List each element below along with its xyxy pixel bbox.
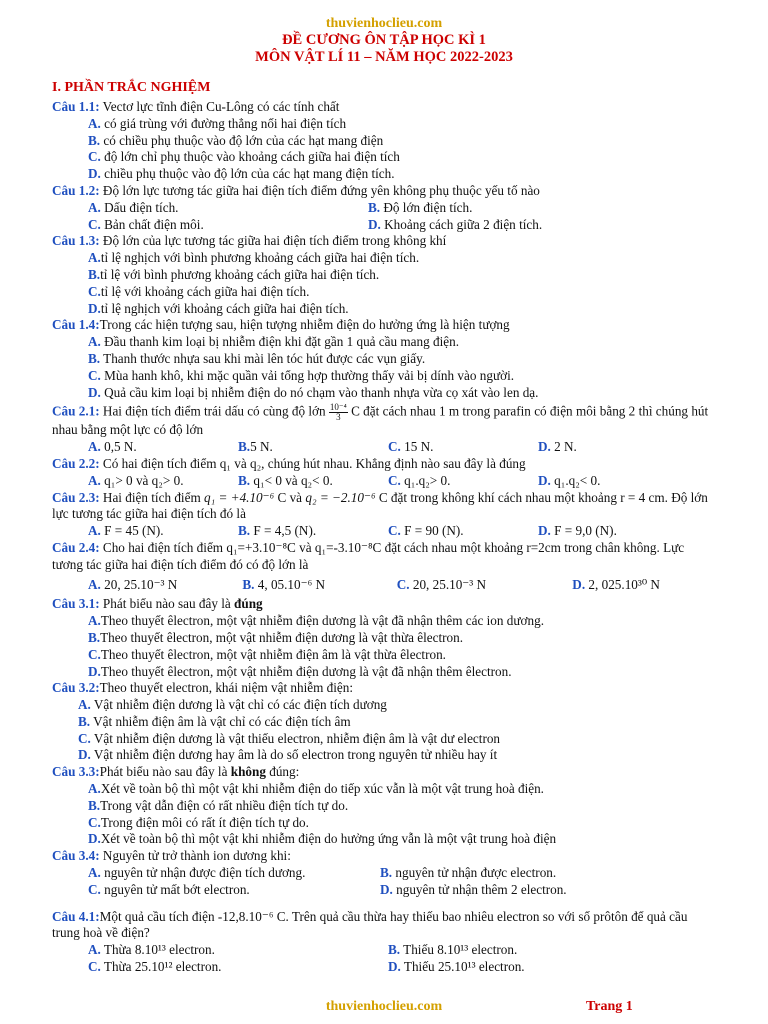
- page-number: Trang 1: [586, 999, 633, 1014]
- option-b: B. Vật nhiễm điện âm là vật chỉ có các điện tích âm: [78, 713, 351, 729]
- option-b: B. 4, 05.10⁻⁶ N: [242, 576, 325, 592]
- question-1-2: Câu 1.2: Độ lớn lực tương tác giữa hai điện tích điểm đứng yên không phụ thuộc yếu tố nào: [52, 182, 540, 198]
- option-b: B. có chiều phụ thuộc vào độ lớn của các hạt mang điện: [88, 132, 384, 148]
- option-a: A. Đầu thanh kim loại bị nhiễm điện khi đặt gần 1 quả cầu mang điện.: [88, 334, 460, 350]
- options-row: [88, 942, 717, 959]
- option-c: C. 20, 25.10⁻³ N: [396, 576, 487, 592]
- option-d: D. 2, 025.10³⁰ N: [572, 576, 660, 592]
- option-d: D. Vật nhiễm điện dương hay âm là do số electron trong nguyên tử nhiều hay ít: [78, 747, 498, 763]
- option-b: B. F = 4,5 (N).: [238, 523, 317, 539]
- options-row: [88, 473, 717, 490]
- option-a: A.tỉ lệ nghịch với bình phương khoảng cách giữa hai điện tích.: [88, 250, 420, 266]
- options-row: [88, 882, 717, 899]
- options-row: [88, 577, 717, 594]
- option-d: D. Quả cầu kim loại bị nhiễm điện do nó chạm vào thanh nhựa vừa cọ xát vào len dạ.: [88, 384, 539, 400]
- option-d: D. nguyên tử nhận thêm 2 electron.: [380, 881, 567, 897]
- question-3-4: Câu 3.4: Nguyên tử trở thành ion dương khi:: [52, 848, 291, 864]
- option-a: A. F = 45 (N).: [88, 523, 164, 539]
- option-a: A. Dấu điện tích.: [88, 199, 179, 215]
- option-b: B. Thanh thước nhựa sau khi mài lên tóc hút được các vụn giấy.: [88, 350, 426, 366]
- option-b: B. Độ lớn điện tích.: [368, 199, 473, 215]
- option-c: C. F = 90 (N).: [388, 523, 464, 539]
- option-d: D. Khoảng cách giữa 2 điện tích.: [368, 216, 543, 232]
- question-1-4: Câu 1.4:Trong các hiện tượng sau, hiện tượng nhiễm điện do hưởng ứng là hiện tượng: [52, 317, 510, 333]
- option-d: D.Theo thuyết êlectron, một vật nhiễm điện dương là vật đã nhận thêm êlectron.: [88, 663, 512, 679]
- option-c: C. Vật nhiễm điện dương là vật thiếu electron, nhiễm điện âm là vật dư electron: [78, 730, 501, 746]
- site-footer-link[interactable]: thuvienhoclieu.com: [325, 999, 443, 1014]
- question-3-2: Câu 3.2:Theo thuyết electron, khái niệm vật nhiễm điện:: [52, 680, 354, 696]
- document-subtitle: MÔN VẬT LÍ 11 – NĂM HỌC 2022-2023: [255, 49, 513, 65]
- option-d: D. Thiếu 25.10¹³ electron.: [388, 959, 525, 975]
- option-a: A. q₁> 0 và q₂> 0.: [88, 472, 184, 488]
- option-c: C. nguyên tử mất bớt electron.: [88, 881, 250, 897]
- question-1-3: Câu 1.3: Độ lớn của lực tương tác giữa hai điện tích điểm trong không khí: [52, 233, 447, 249]
- option-d: D. chiều phụ thuộc vào độ lớn của các hạt mang điện tích.: [88, 166, 395, 182]
- option-a: A. 0,5 N.: [88, 439, 137, 455]
- option-b: B. Thiếu 8.10¹³ electron.: [388, 942, 518, 958]
- document-title: ĐỀ CƯƠNG ÔN TẬP HỌC KÌ 1: [282, 32, 486, 48]
- site-header-link[interactable]: thuvienhoclieu.com: [325, 16, 443, 31]
- option-b: B. q₁< 0 và q₂< 0.: [238, 472, 333, 488]
- question-3-1: Câu 3.1: Phát biểu nào sau đây là đúng: [52, 596, 263, 612]
- section-heading: I. PHẦN TRẮC NGHIỆM: [52, 80, 211, 95]
- question-list: [52, 99, 717, 976]
- option-d: D.Xét về toàn bộ thì một vật khi nhiễm điện do hưởng ứng vẫn là một vật trung hoà điện: [88, 831, 557, 847]
- option-b: B.5 N.: [238, 439, 273, 455]
- fraction: $\frac{\text{10⁻⁴}}{3}$: [329, 402, 347, 423]
- option-c: C. q₁.q₂> 0.: [388, 472, 451, 488]
- question-2-2: Câu 2.2: Có hai điện tích điểm q₁ và q₂, chúng hút nhau. Khẳng định nào sau đây là đúng: [52, 455, 526, 471]
- option-c: C. Bản chất điện môi.: [88, 216, 204, 232]
- option-a: A. có giá trùng với đường thẳng nối hai điện tích: [88, 115, 347, 131]
- option-a: A. Vật nhiễm điện dương là vật chỉ có các điện tích dương: [78, 697, 387, 713]
- option-c: C. độ lớn chỉ phụ thuộc vào khoảng cách giữa hai điện tích: [88, 149, 400, 165]
- option-a: A. nguyên tử nhận được điện tích dương.: [88, 865, 306, 881]
- option-d: D. q₁.q₂< 0.: [538, 472, 601, 488]
- option-b: B. nguyên tử nhận được electron.: [380, 865, 557, 881]
- question-2-3: Câu 2.3: Hai điện tích điểm q₁ = +4.10⁻⁶ C và q₂ = −2.10⁻⁶ C đặt trong không khí cách nhau một khoảng r = 4 cm. Độ lớn lực tương tác giữa hai điện tích đó là: [52, 489, 708, 522]
- question-3-3: Câu 3.3:Phát biểu nào sau đây là không đúng:: [52, 764, 300, 780]
- option-c: C.Trong điện môi có rất ít điện tích tự do.: [88, 814, 309, 830]
- option-b: B.Theo thuyết êlectron, một vật nhiễm điện dương là vật thừa êlectron.: [88, 629, 464, 645]
- option-b: B.tỉ lệ với bình phương khoảng cách giữa hai điện tích.: [88, 266, 380, 282]
- option-a: A. 20, 25.10⁻³ N: [88, 576, 178, 592]
- options-row: [88, 959, 717, 976]
- option-b: B.Trong vật dẫn điện có rất nhiều điện tích tự do.: [88, 797, 349, 813]
- option-c: C. 15 N.: [388, 439, 434, 455]
- option-d: D.tỉ lệ nghịch với khoảng cách giữa hai điện tích.: [88, 300, 349, 316]
- option-c: C.tỉ lệ với khoảng cách giữa hai điện tích.: [88, 283, 310, 299]
- options-row: [88, 523, 717, 540]
- question-2-4: Câu 2.4: Cho hai điện tích điểm q₁=+3.10⁻⁸C và q₁=-3.10⁻⁸C đặt cách nhau một khoảng r=2cm trong chân không. Lực tương tác giữa hai điện tích điểm đó có độ lớn là: [52, 539, 685, 572]
- options-row: [88, 865, 717, 882]
- option-a: A. Thừa 8.10¹³ electron.: [88, 942, 215, 958]
- option-c: C.Theo thuyết êlectron, một vật nhiễm điện âm là vật thừa êlectron.: [88, 646, 446, 662]
- option-c: C. Thừa 25.10¹² electron.: [88, 959, 222, 975]
- options-row: [88, 217, 717, 234]
- option-d: D. 2 N.: [538, 439, 577, 455]
- question-1-1: [52, 99, 717, 116]
- option-c: C. Mùa hanh khô, khi mặc quần vải tổng hợp thường thấy vải bị dính vào người.: [88, 367, 515, 383]
- question-number: Câu 1.1:: [52, 99, 100, 114]
- option-a: A.Xét về toàn bộ thì một vật khi nhiễm điện do tiếp xúc vẫn là một vật trung hoà điện.: [88, 781, 544, 797]
- question-text: Vectơ lực tĩnh điện Cu-Lông có các tính chất: [99, 99, 340, 114]
- option-d: D. F = 9,0 (N).: [538, 523, 617, 539]
- question-2-1: Câu 2.1: Hai điện tích điểm trái dấu có cùng độ lớn $\frac{\text{10⁻⁴}}{3}$ C đặt cách nhau 1 m trong parafin có điện môi bằng 2 thì chúng hút nhau bằng một lực có độ lớn: [52, 402, 709, 438]
- options-row: [88, 200, 717, 217]
- question-4-1: Câu 4.1:Một quả cầu tích điện -12,8.10⁻⁶ C. Trên quả cầu thừa hay thiếu bao nhiêu electron so với số prôtôn để quả cầu trung hoà về điện?: [52, 908, 688, 941]
- options-row: [88, 439, 717, 456]
- option-a: A.Theo thuyết êlectron, một vật nhiễm điện dương là vật đã nhận thêm các ion dương.: [88, 613, 544, 629]
